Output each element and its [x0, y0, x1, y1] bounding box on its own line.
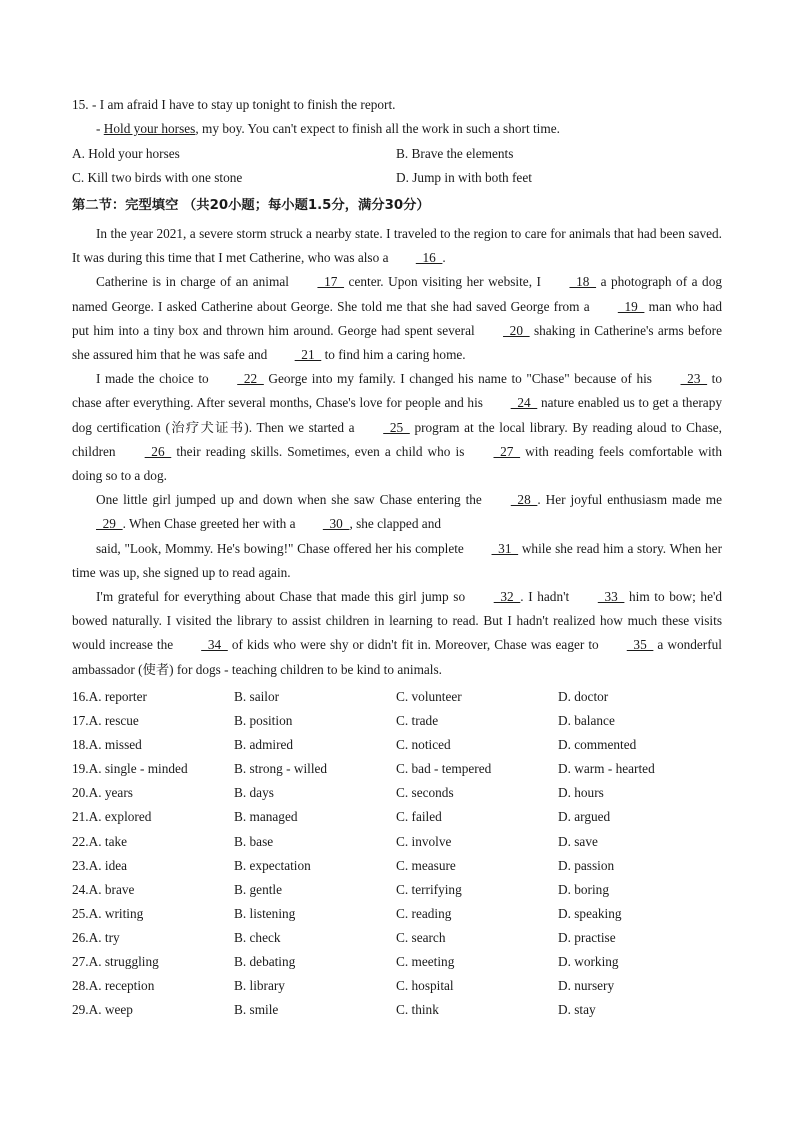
- passage-text: .: [442, 250, 446, 266]
- option-a[interactable]: 28.A. reception: [72, 978, 155, 994]
- option-b[interactable]: B. listening: [234, 905, 296, 921]
- option-row: [72, 735, 722, 759]
- passage-text: program at the local library. By reading aloud to Chase, children: [72, 419, 722, 459]
- passage-text: a wonderful ambassador (使者) for dogs - teaching children to be kind to animals.: [72, 637, 723, 677]
- q15-options-row-1: [72, 145, 722, 169]
- q15-option-c[interactable]: C. Kill two birds with one stone: [72, 170, 243, 186]
- paragraph: [72, 537, 722, 585]
- blank-16[interactable]: 16: [415, 250, 443, 266]
- blank-33[interactable]: 33: [597, 589, 625, 605]
- passage-text: In the year 2021, a severe storm struck a nearby state. I traveled to the region to care for animals that had been saved. It was during this time that I met Catherine, who was also a: [72, 226, 722, 266]
- passage-text: to chase after everything. After several months, Chase's love for people and his: [72, 371, 722, 411]
- option-c[interactable]: C. meeting: [396, 954, 455, 970]
- q15-reply-rest: , my boy. You can't expect to finish all the work in such a short time.: [195, 121, 560, 137]
- passage-text: nature enabled us to get a therapy dog certification (治疗犬证书). Then we started a: [72, 395, 722, 435]
- paragraph: [72, 488, 722, 536]
- blank-17[interactable]: 17: [317, 274, 345, 290]
- paragraph: [72, 270, 722, 367]
- option-c[interactable]: C. noticed: [396, 737, 451, 753]
- blank-19[interactable]: 19: [617, 298, 645, 314]
- option-a[interactable]: 21.A. explored: [72, 809, 152, 825]
- option-b[interactable]: B. library: [234, 978, 285, 994]
- blank-30[interactable]: 30: [322, 516, 350, 532]
- passage-text: I'm grateful for everything about Chase that made this girl jump so: [96, 589, 470, 605]
- blank-20[interactable]: 20: [503, 322, 530, 338]
- passage-text: shaking in Catherine's arms before she assured him that he was safe and: [72, 322, 723, 363]
- option-b[interactable]: B. smile: [234, 1002, 279, 1018]
- option-a[interactable]: 18.A. missed: [72, 737, 142, 753]
- option-b[interactable]: B. debating: [234, 954, 296, 970]
- passage-text: Catherine is in charge of an animal: [96, 274, 294, 290]
- option-d[interactable]: D. balance: [558, 713, 615, 729]
- paragraph: [72, 367, 722, 488]
- option-a[interactable]: 26.A. try: [72, 929, 120, 945]
- option-a[interactable]: 25.A. writing: [72, 905, 144, 921]
- blank-25[interactable]: 25: [383, 419, 410, 435]
- passage-text: said, "Look, Mommy. He's bowing!" Chase offered her his complete: [96, 540, 468, 556]
- option-a[interactable]: 19.A. single - minded: [72, 761, 188, 777]
- option-a[interactable]: 23.A. idea: [72, 857, 128, 873]
- cloze-passage: [72, 222, 722, 682]
- option-row: [72, 976, 722, 1000]
- option-row: [72, 807, 722, 831]
- option-c[interactable]: C. reading: [396, 905, 452, 921]
- blank-29[interactable]: 29: [96, 516, 123, 532]
- option-a[interactable]: 20.A. years: [72, 785, 133, 801]
- option-d[interactable]: D. nursery: [558, 978, 615, 994]
- option-d[interactable]: D. commented: [558, 737, 637, 753]
- option-row: [72, 1000, 722, 1024]
- blank-34[interactable]: 34: [201, 637, 228, 653]
- option-row: [72, 856, 722, 880]
- blank-31[interactable]: 31: [491, 540, 519, 556]
- blank-28[interactable]: 28: [510, 492, 538, 508]
- option-c[interactable]: C. involve: [396, 833, 452, 849]
- option-d[interactable]: D. passion: [558, 857, 615, 873]
- option-row: [72, 904, 722, 928]
- option-c[interactable]: C. terrifying: [396, 881, 462, 897]
- option-d[interactable]: D. save: [558, 833, 598, 849]
- blank-27[interactable]: 27: [493, 443, 521, 459]
- q15-option-b[interactable]: B. Brave the elements: [396, 145, 514, 161]
- blank-23[interactable]: 23: [680, 371, 708, 387]
- question-15: [72, 96, 722, 194]
- option-c[interactable]: C. search: [396, 929, 446, 945]
- option-a[interactable]: 22.A. take: [72, 833, 128, 849]
- option-b[interactable]: B. check: [234, 929, 281, 945]
- section-heading: 第二节：完型填空 （共20小题；每小题1.5分，满分30分）: [72, 198, 430, 213]
- blank-24[interactable]: 24: [510, 395, 538, 411]
- option-c[interactable]: C. measure: [396, 857, 456, 873]
- option-row: [72, 783, 722, 807]
- option-row: [72, 687, 722, 711]
- blank-18[interactable]: 18: [569, 274, 597, 290]
- blank-32[interactable]: 32: [493, 589, 521, 605]
- option-b[interactable]: B. gentle: [234, 881, 283, 897]
- option-c[interactable]: C. volunteer: [396, 689, 462, 704]
- blank-35[interactable]: 35: [626, 637, 654, 653]
- passage-text: I made the choice to: [96, 371, 214, 387]
- option-a[interactable]: 29.A. weep: [72, 1002, 133, 1018]
- option-c[interactable]: C. think: [396, 1002, 439, 1018]
- option-c[interactable]: C. trade: [396, 713, 439, 729]
- q15-option-a[interactable]: A. Hold your horses: [72, 145, 180, 161]
- paragraph: [72, 585, 722, 682]
- passage-text: their reading skills. Sometimes, even a child who is: [171, 443, 470, 459]
- option-d[interactable]: D. doctor: [558, 689, 609, 704]
- option-d[interactable]: D. stay: [558, 1002, 596, 1018]
- option-d[interactable]: D. boring: [558, 881, 609, 897]
- option-a[interactable]: 16.A. reporter: [72, 689, 147, 704]
- paragraph: [72, 222, 722, 270]
- passage-text: . I hadn't: [520, 589, 574, 605]
- q15-options-row-2: [72, 169, 722, 193]
- q15-option-d[interactable]: D. Jump in with both feet: [396, 170, 532, 186]
- option-d[interactable]: D. speaking: [558, 905, 622, 921]
- passage-text: man who had put him into a tiny box and thrown him around. George had spent several: [72, 298, 722, 338]
- q15-prompt: 15. - I am afraid I have to stay up tonight to finish the report.: [72, 97, 396, 112]
- blank-22[interactable]: 22: [237, 371, 264, 387]
- passage-text: with reading feels comfortable with doing so to a dog.: [72, 443, 722, 484]
- option-c[interactable]: C. hospital: [396, 978, 454, 994]
- passage-text: . Her joyful enthusiasm made me: [537, 492, 722, 508]
- blank-21[interactable]: 21: [294, 347, 322, 363]
- option-c[interactable]: C. seconds: [396, 785, 454, 801]
- option-a[interactable]: 24.A. brave: [72, 881, 135, 897]
- option-d[interactable]: D. argued: [558, 809, 611, 825]
- option-b[interactable]: B. managed: [234, 809, 298, 825]
- option-c[interactable]: C. failed: [396, 809, 442, 825]
- passage-text: . When Chase greeted her with a: [122, 516, 299, 532]
- option-row: [72, 711, 722, 735]
- option-d[interactable]: D. practise: [558, 929, 616, 945]
- option-b[interactable]: B. position: [234, 713, 293, 729]
- option-row: [72, 928, 722, 952]
- q15-reply: - Hold your horses, my boy. You can't expect to finish all the work in such a short time.: [96, 121, 560, 137]
- passage-text: George into my family. I changed his name to "Chase" because of his: [263, 371, 657, 387]
- option-c[interactable]: C. bad - tempered: [396, 761, 492, 777]
- passage-text: to find him a caring home.: [321, 347, 466, 363]
- option-a[interactable]: 27.A. struggling: [72, 954, 159, 970]
- option-b[interactable]: B. days: [234, 785, 274, 801]
- option-a[interactable]: 17.A. rescue: [72, 713, 139, 729]
- option-row: [72, 952, 722, 976]
- q15-idiom: Hold your horses: [103, 121, 196, 137]
- blank-26[interactable]: 26: [144, 443, 172, 459]
- option-b[interactable]: B. base: [234, 833, 274, 849]
- option-b[interactable]: B. expectation: [234, 857, 311, 873]
- option-row: [72, 759, 722, 783]
- passage-text: of kids who were shy or didn't fit in. Moreover, Chase was eager to: [227, 637, 603, 653]
- passage-text: a photograph of a dog named George. I asked Catherine about George. She told me that she had saved George from a: [72, 274, 722, 314]
- passage-text: One little girl jumped up and down when she saw Chase entering the: [96, 492, 487, 508]
- option-row: [72, 832, 722, 856]
- option-d[interactable]: D. warm - hearted: [558, 761, 655, 777]
- option-b[interactable]: B. sailor: [234, 689, 280, 704]
- option-row: [72, 880, 722, 904]
- passage-text: center. Upon visiting her website, I: [344, 274, 546, 290]
- passage-text: , she clapped and: [349, 516, 442, 532]
- option-b[interactable]: B. strong - willed: [234, 761, 328, 777]
- options-table: [72, 687, 722, 1024]
- option-b[interactable]: B. admired: [234, 737, 294, 753]
- passage-text: while she read him a story. When her time was up, she signed up to read again.: [72, 540, 723, 580]
- passage-text: him to bow; he'd bowed naturally. I visited the library to assist children in learning to read. But I hadn't realized how much these visits would increase the: [72, 589, 723, 653]
- option-d[interactable]: D. working: [558, 954, 619, 970]
- option-d[interactable]: D. hours: [558, 785, 604, 801]
